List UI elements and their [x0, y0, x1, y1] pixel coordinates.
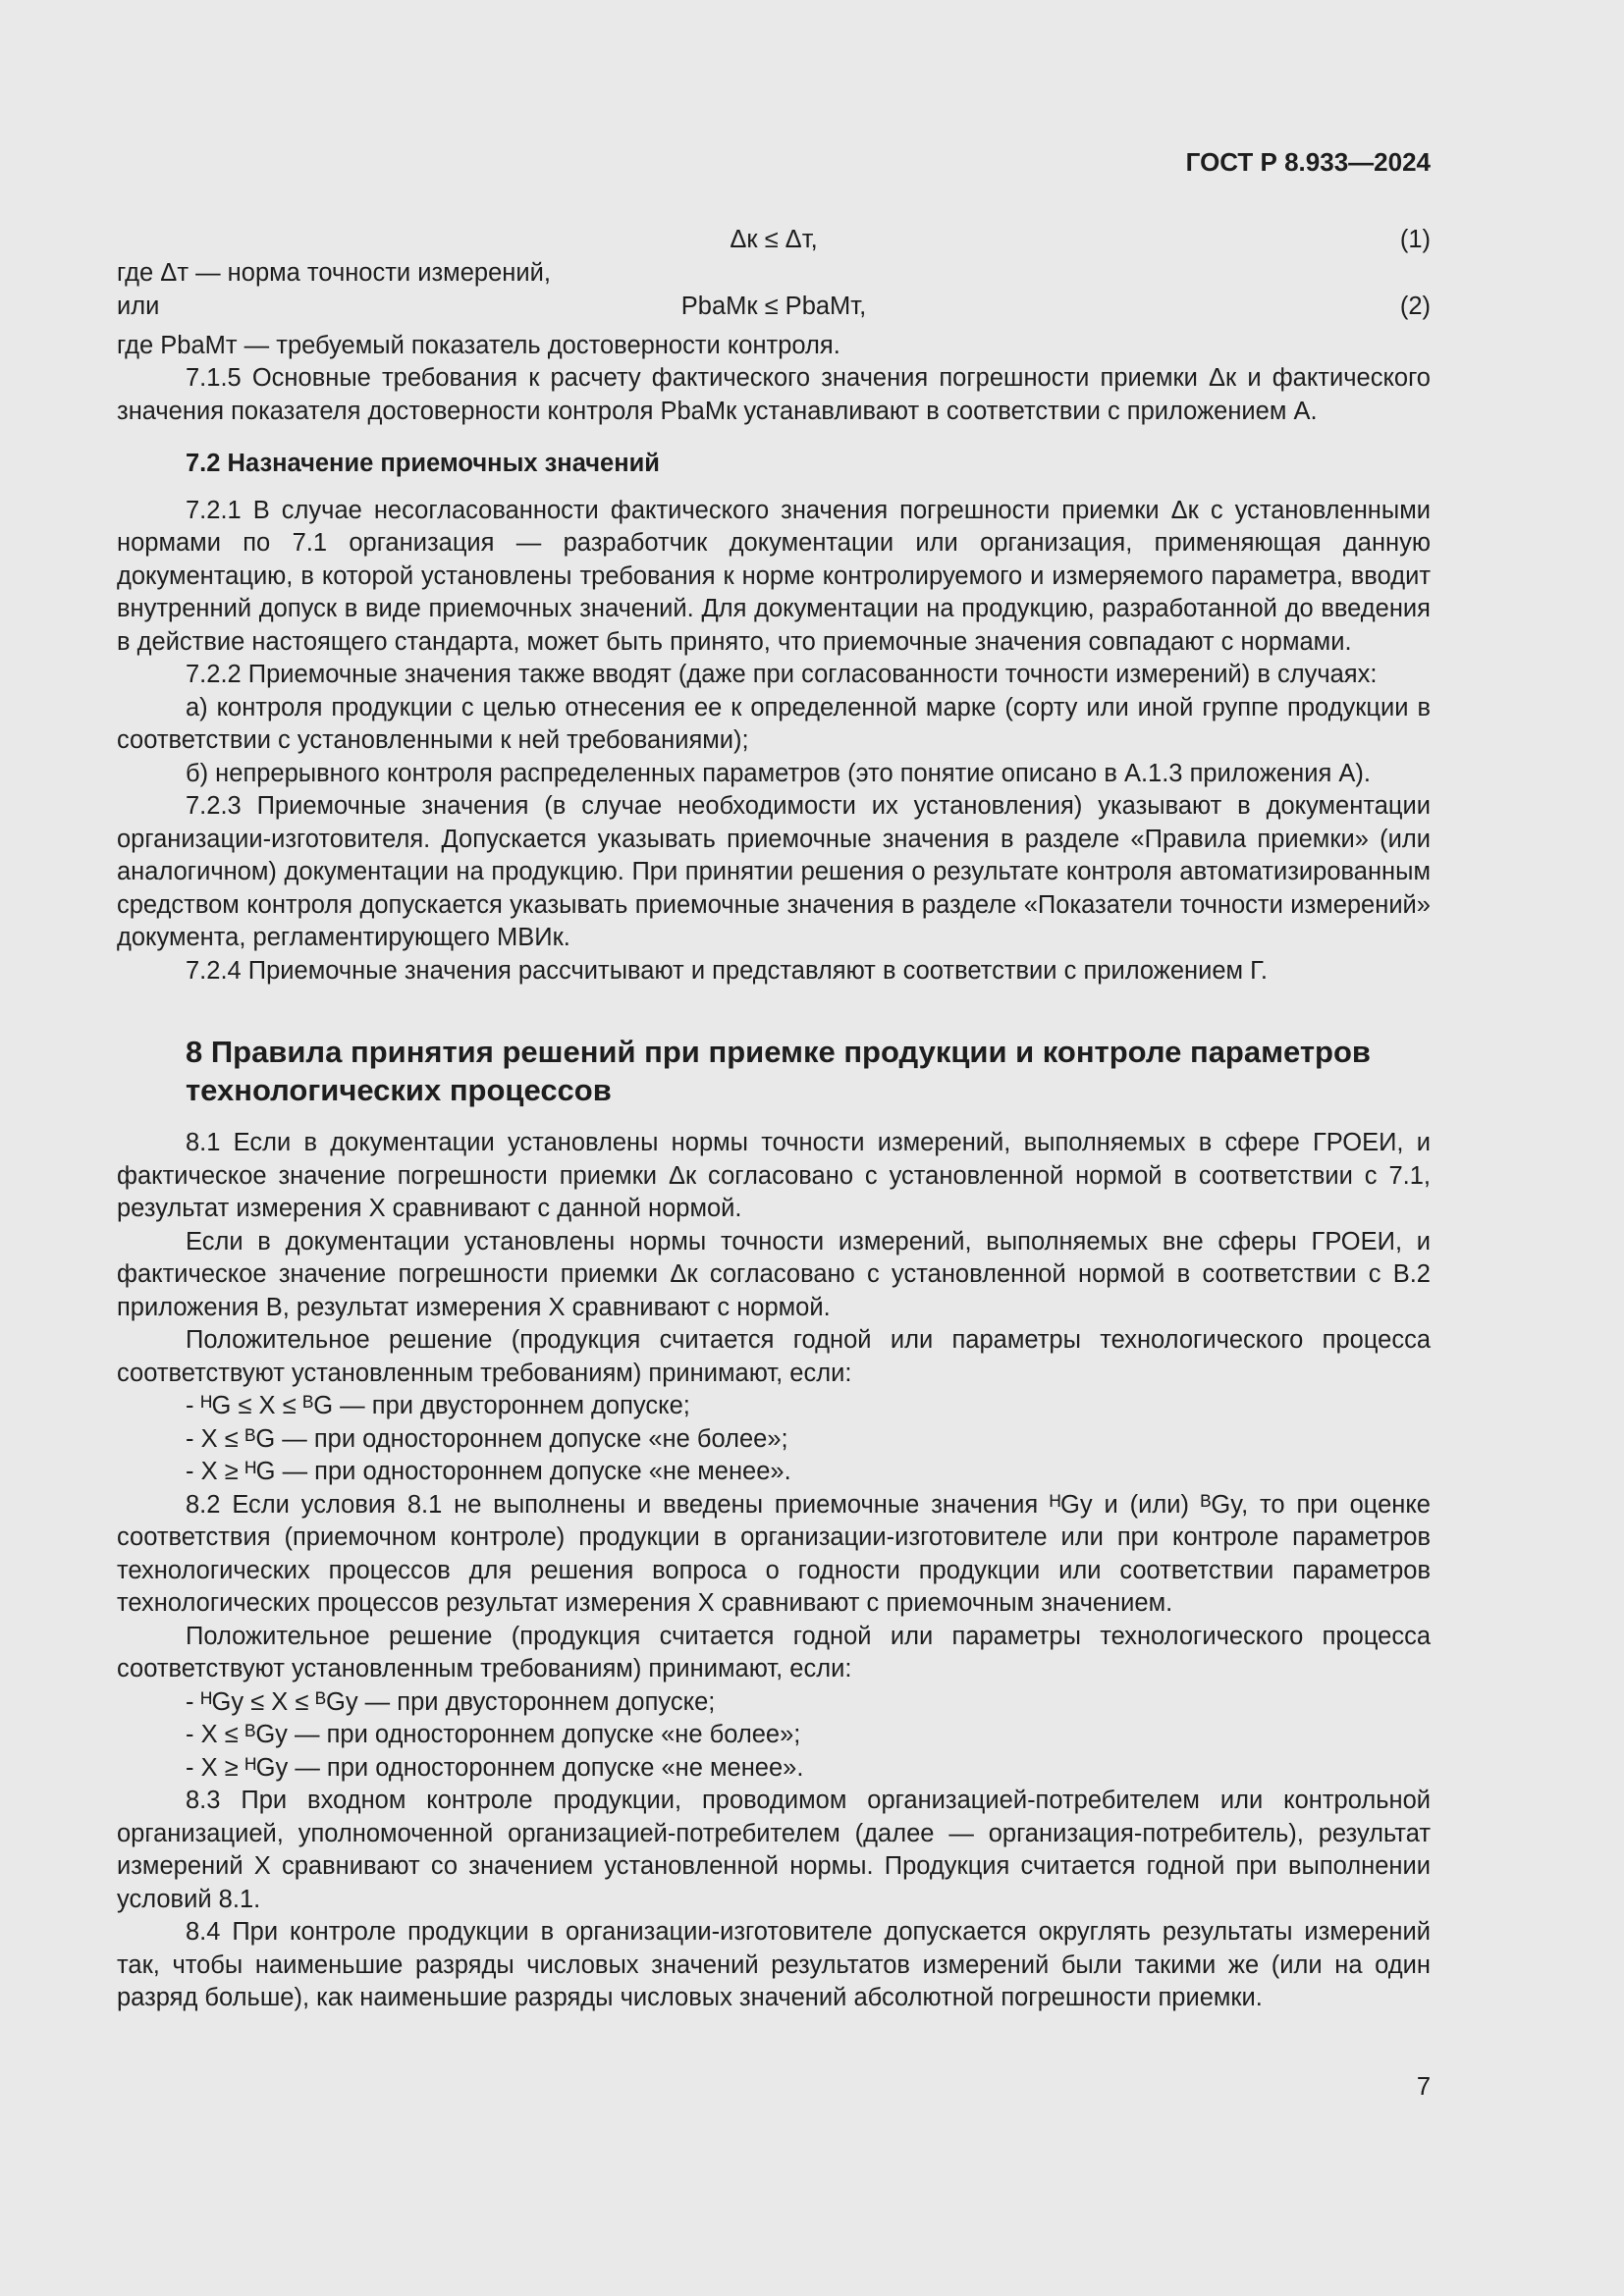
paragraph-7-1-5: 7.1.5 Основные требования к расчету фактического значения погрешности приемки Δк и фактического значения показателя достоверности контроля PbaMк устанавливают в соответствии с приложением А. — [117, 364, 1431, 425]
formula-2-number: (2) — [1399, 292, 1431, 320]
paragraph-7-2-2-b: б) непрерывного контроля распределенных параметров (это понятие описано в А.1.3 приложения А). — [186, 759, 1371, 787]
paragraph-8-1-c: Положительное решение (продукция считается годной или параметры технологического процесса соответствуют установленным требованиям) принимают, если: — [117, 1326, 1431, 1387]
page-content — [117, 224, 1431, 2015]
where-clause-1: где Δт — норма точности измерений, — [117, 259, 551, 287]
list-item: - ᴴG ≤ X ≤ ᴮG — при двустороннем допуске; — [186, 1392, 690, 1419]
paragraph-8-3: 8.3 При входном контроле продукции, проводимом организацией-потребителем или контрольной организацией, уполномоченной организацией-потребителем (далее — организация-потребитель), результат измерений X сравнивают со значением установленной нормы. Продукция считается годной при выполнении условий 8.1. — [117, 1787, 1431, 1913]
paragraph-8-2-b: Положительное решение (продукция считается годной или параметры технологического процесса соответствуют установленным требованиям) принимают, если: — [117, 1622, 1431, 1682]
formula-1-number: (1) — [1399, 226, 1431, 253]
list-item: - X ≤ ᴮG — при одностороннем допуске «не более»; — [186, 1424, 788, 1453]
where-clause-2: где PbaMт — требуемый показатель достоверности контроля. — [117, 331, 840, 359]
paragraph-7-2-3: 7.2.3 Приемочные значения (в случае необходимости их установления) указывают в документации организации-изготовителя. Допускается указывать приемочные значения в разделе «Правила приемки» (или аналогичном) документации на продукцию. При принятии решения о результате контроля автоматизированным средством контроля допускается указывать приемочные значения в разделе «Показатели точности измерений» документа, регламентирующего МВИк. — [117, 792, 1431, 951]
paragraph-8-1: 8.1 Если в документации установлены нормы точности измерений, выполняемых в сфере ГРОЕИ, и фактическое значение погрешности приемки Δк согласовано с установленной нормой в соответствии с 7.1, результат измерения X сравнивают с данной нормой. — [117, 1129, 1431, 1222]
paragraph-7-2-2-a: а) контроля продукции с целью отнесения ее к определенной марке (сорту или иной группе продукции в соответствии с установленными к ней требованиями); — [117, 693, 1431, 754]
section-heading-7-2: 7.2 Назначение приемочных значений — [186, 450, 660, 477]
list-item: - X ≥ ᴴGy — при одностороннем допуске «не менее». — [186, 1753, 804, 1782]
list-item: - X ≥ ᴴG — при одностороннем допуске «не менее». — [186, 1458, 791, 1485]
paragraph-8-2: 8.2 Если условия 8.1 не выполнены и введены приемочные значения ᴴGy и (или) ᴮGy, то при оценке соответствия (приемочном контроле) продукции в организации-изготовителе или при контроле параметров технологических процессов для решения вопроса о годности продукции или соответствии параметров технологических процессов результат измерения X сравнивают с приемочным значением. — [117, 1490, 1431, 1617]
formula-1 — [117, 224, 1431, 257]
paragraph-7-2-4: 7.2.4 Приемочные значения рассчитывают и представляют в соответствии с приложением Г. — [186, 956, 1268, 985]
document-code: ГОСТ Р 8.933—2024 — [1185, 147, 1431, 177]
list-item: - X ≤ ᴮGy — при одностороннем допуске «не более»; — [186, 1721, 801, 1748]
page-number: 7 — [1416, 2073, 1431, 2101]
paragraph-8-4: 8.4 При контроле продукции в организации-изготовителе допускается округлять результаты измерений так, чтобы наименьшие разряды числовых значений результатов измерений были такими же (или на один разряд больше), как наименьшие разряды числовых значений абсолютной погрешности приемки. — [117, 1918, 1431, 2011]
formula-2-prefix: или — [117, 292, 160, 320]
paragraph-7-2-2: 7.2.2 Приемочные значения также вводят (даже при согласованности точности измерений) в случаях: — [186, 661, 1378, 688]
section-heading-8: 8 Правила принятия решений при приемке продукции и контроле параметров технологических процессов — [186, 1035, 1371, 1107]
formula-1-expression: Δк ≤ Δт, — [730, 226, 818, 253]
formula-2 — [117, 291, 1431, 324]
formula-2-expression: PbaMк ≤ PbaMт, — [680, 292, 867, 320]
paragraph-8-1-b: Если в документации установлены нормы точности измерений, выполняемых вне сферы ГРОЕИ, и фактическое значение погрешности приемки Δк согласовано с установленной нормой в соответствии с В.2 приложения В, результат измерения X сравнивают с нормой. — [117, 1227, 1431, 1321]
paragraph-7-2-1: 7.2.1 В случае несогласованности фактического значения погрешности приемки Δк с установленными нормами по 7.1 организация — разработчик документации или организация, применяющая данную документацию, в которой установлены требования к норме контролируемого и измеряемого параметра, вводит внутренний допуск в виде приемочных значений. Для документации на продукцию, разработанной до введения в действие настоящего стандарта, может быть принято, что приемочные значения совпадают с нормами. — [117, 496, 1431, 656]
list-item: - ᴴGy ≤ X ≤ ᴮGy — при двустороннем допуске; — [186, 1687, 716, 1716]
